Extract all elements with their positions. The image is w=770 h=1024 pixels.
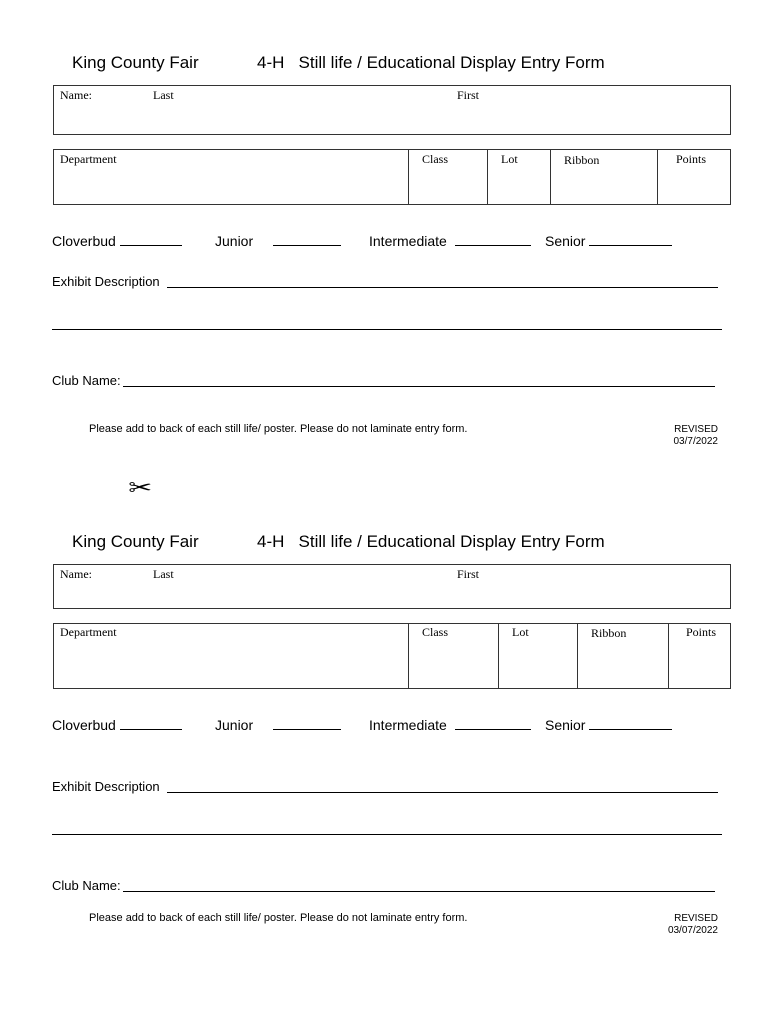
- department-label: Department: [60, 625, 117, 639]
- lot-label: Lot: [501, 152, 518, 166]
- senior-blank[interactable]: [589, 232, 672, 246]
- junior-blank[interactable]: [273, 716, 341, 730]
- club-name-line[interactable]: [123, 373, 715, 387]
- lot-cell[interactable]: [498, 624, 529, 688]
- junior-label: Junior: [215, 233, 254, 249]
- ribbon-cell[interactable]: [577, 624, 627, 688]
- first-label: First: [457, 88, 480, 102]
- revised-label: REVISED: [674, 424, 718, 435]
- name-label: Name:: [60, 88, 92, 102]
- ribbon-cell[interactable]: [550, 150, 600, 204]
- name-label: Name:: [60, 567, 92, 581]
- laminate-note: Please add to back of each still life/ poster. Please do not laminate entry form.: [89, 912, 468, 924]
- scissors-icon: ✂: [128, 475, 153, 500]
- points-label: Points: [686, 625, 717, 639]
- senior-option[interactable]: [545, 716, 672, 733]
- form-title: 4-H Still life / Educational Display Entry Form: [257, 532, 605, 551]
- ribbon-label: Ribbon: [591, 626, 627, 640]
- first-label: First: [457, 567, 480, 581]
- club-name-label: Club Name:: [52, 373, 121, 388]
- points-label: Points: [676, 152, 707, 166]
- last-label: Last: [153, 88, 174, 102]
- junior-option[interactable]: [215, 232, 341, 249]
- exhibit-description-line-2[interactable]: [52, 821, 722, 835]
- lot-cell[interactable]: [487, 150, 518, 204]
- laminate-note: Please add to back of each still life/ poster. Please do not laminate entry form.: [89, 423, 468, 435]
- lot-label: Lot: [512, 625, 529, 639]
- cloverbud-option[interactable]: [52, 232, 182, 249]
- cloverbud-label: Cloverbud: [52, 717, 116, 733]
- form-title: 4-H Still life / Educational Display Entry Form: [257, 53, 605, 72]
- exhibit-description-line-1[interactable]: [167, 779, 718, 793]
- revised-date: 03/7/2022: [673, 436, 718, 447]
- junior-label: Junior: [215, 717, 254, 733]
- class-label: Class: [422, 625, 449, 639]
- senior-blank[interactable]: [589, 716, 672, 730]
- cloverbud-blank[interactable]: [120, 232, 182, 246]
- revised-stamp: [668, 913, 718, 937]
- revised-date: 03/07/2022: [667, 925, 718, 936]
- intermediate-option[interactable]: [369, 232, 531, 249]
- junior-option[interactable]: [215, 716, 341, 733]
- junior-blank[interactable]: [273, 232, 341, 246]
- class-cell[interactable]: [408, 150, 449, 204]
- department-label: Department: [60, 152, 117, 166]
- intermediate-option[interactable]: [369, 716, 531, 733]
- points-cell[interactable]: [657, 150, 707, 204]
- exhibit-description-line-1[interactable]: [167, 274, 718, 288]
- club-name-line[interactable]: [123, 878, 715, 892]
- exhibit-description-line-2[interactable]: [52, 316, 722, 330]
- senior-option[interactable]: [545, 232, 672, 249]
- fair-title: King County Fair: [72, 53, 199, 72]
- intermediate-blank[interactable]: [455, 232, 531, 246]
- points-cell[interactable]: [668, 624, 717, 688]
- department-box: [53, 149, 731, 205]
- intermediate-blank[interactable]: [455, 716, 531, 730]
- ribbon-label: Ribbon: [564, 153, 600, 167]
- cloverbud-label: Cloverbud: [52, 233, 116, 249]
- senior-label: Senior: [545, 233, 586, 249]
- class-cell[interactable]: [408, 624, 449, 688]
- cloverbud-option[interactable]: [52, 716, 182, 733]
- exhibit-description-label: Exhibit Description: [52, 779, 160, 794]
- fair-title: King County Fair: [72, 532, 199, 551]
- revised-label: REVISED: [674, 913, 718, 924]
- senior-label: Senior: [545, 717, 586, 733]
- intermediate-label: Intermediate: [369, 233, 447, 249]
- exhibit-description-label: Exhibit Description: [52, 274, 160, 289]
- class-label: Class: [422, 152, 449, 166]
- department-box: [53, 623, 731, 689]
- name-box[interactable]: [53, 564, 731, 609]
- intermediate-label: Intermediate: [369, 717, 447, 733]
- last-label: Last: [153, 567, 174, 581]
- club-name-label: Club Name:: [52, 878, 121, 893]
- name-box[interactable]: [53, 85, 731, 135]
- revised-stamp: [674, 424, 719, 448]
- cloverbud-blank[interactable]: [120, 716, 182, 730]
